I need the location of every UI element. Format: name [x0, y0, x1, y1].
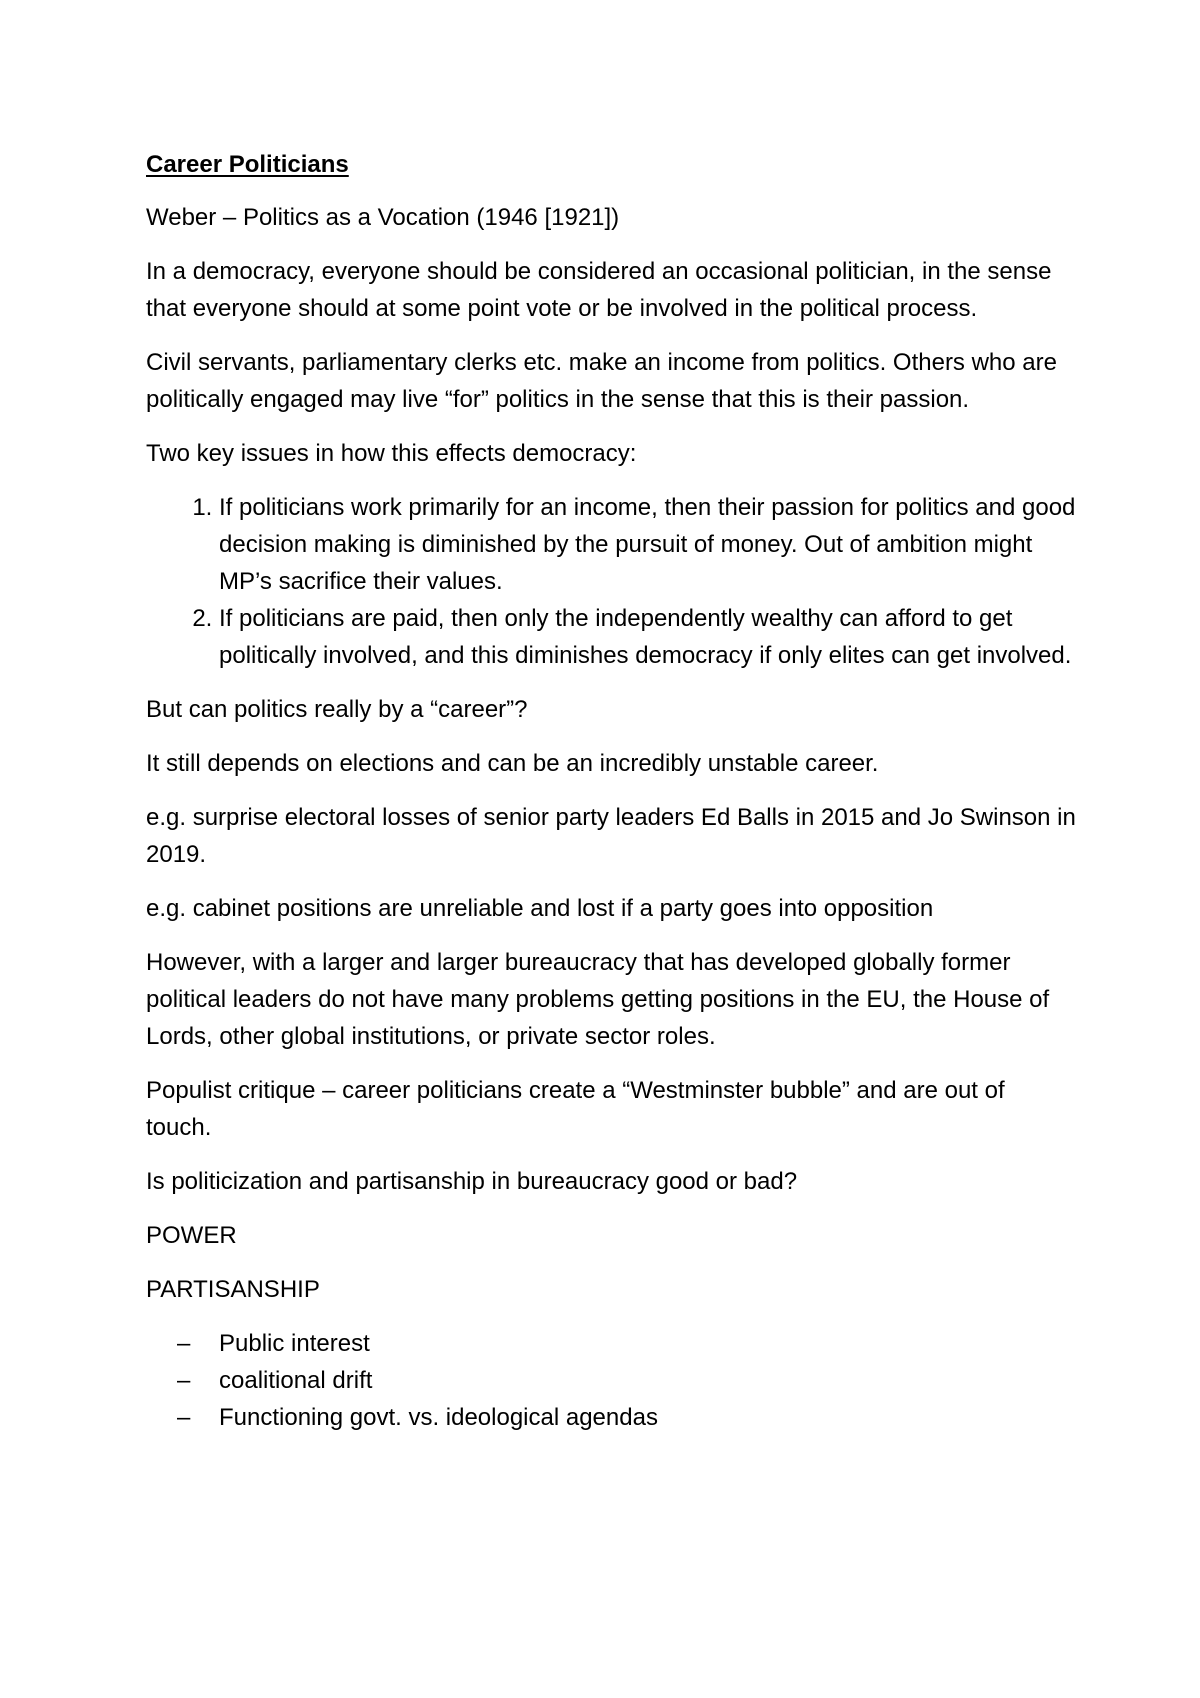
partisanship-item-coalitional-drift [177, 1362, 1076, 1399]
paragraph-weber-reference: Weber – Politics as a Vocation (1946 [1921]) [146, 204, 620, 231]
paragraph-example-cabinet: e.g. cabinet positions are unreliable and lost if a party goes into opposition [146, 895, 934, 922]
partisanship-item-label: coalitional drift [219, 1367, 373, 1394]
paragraph-income-from-politics: Civil servants, parliamentary clerks etc. make an income from politics. Others who are politically engaged may live “for” politics in the sense that this is their passion. [146, 349, 1057, 413]
partisanship-item-label: Public interest [219, 1330, 370, 1357]
paragraph-key-issues-intro: Two key issues in how this effects democracy: [146, 440, 637, 467]
key-issues-list [146, 489, 1076, 674]
paragraph-occasional-politician: In a democracy, everyone should be considered an occasional politician, in the sense that everyone should at some point vote or be involved in the political process. [146, 258, 1052, 322]
paragraph-bureaucracy: However, with a larger and larger bureaucracy that has developed globally former political leaders do not have many problems getting positions in the EU, the House of Lords, other global institutions, or private sector roles. [146, 949, 1050, 1050]
paragraph-career-question: But can politics really by a “career”? [146, 696, 528, 723]
paragraph-example-electoral-losses: e.g. surprise electoral losses of senior party leaders Ed Balls in 2015 and Jo Swinson in 2019. [146, 804, 1076, 868]
partisanship-item-label: Functioning govt. vs. ideological agendas [219, 1404, 658, 1431]
document-page [146, 146, 1076, 1436]
dash-bullet: – [177, 1404, 191, 1431]
heading-power: POWER [146, 1222, 237, 1249]
partisanship-item-functioning-govt [177, 1399, 1076, 1436]
key-issue-item-2: 2. If politicians are paid, then only the independently wealthy can afford to get politically involved, and this diminishes democracy if only elites can get involved. [219, 600, 1076, 674]
heading-partisanship: PARTISANSHIP [146, 1276, 320, 1303]
document-title: Career Politicians [146, 151, 349, 178]
dash-bullet: – [177, 1367, 191, 1394]
key-issue-item-1: 1. If politicians work primarily for an income, then their passion for politics and good decision making is diminished by the pursuit of money. Out of ambition might MP’s sacrifice their values. [219, 489, 1076, 600]
paragraph-populist-critique: Populist critique – career politicians create a “Westminster bubble” and are out of touch. [146, 1077, 1005, 1141]
partisanship-item-public-interest [177, 1325, 1076, 1362]
dash-bullet: – [177, 1330, 191, 1357]
paragraph-politicization-question: Is politicization and partisanship in bureaucracy good or bad? [146, 1168, 798, 1195]
paragraph-unstable-career: It still depends on elections and can be an incredibly unstable career. [146, 750, 879, 777]
partisanship-list [146, 1325, 1076, 1436]
